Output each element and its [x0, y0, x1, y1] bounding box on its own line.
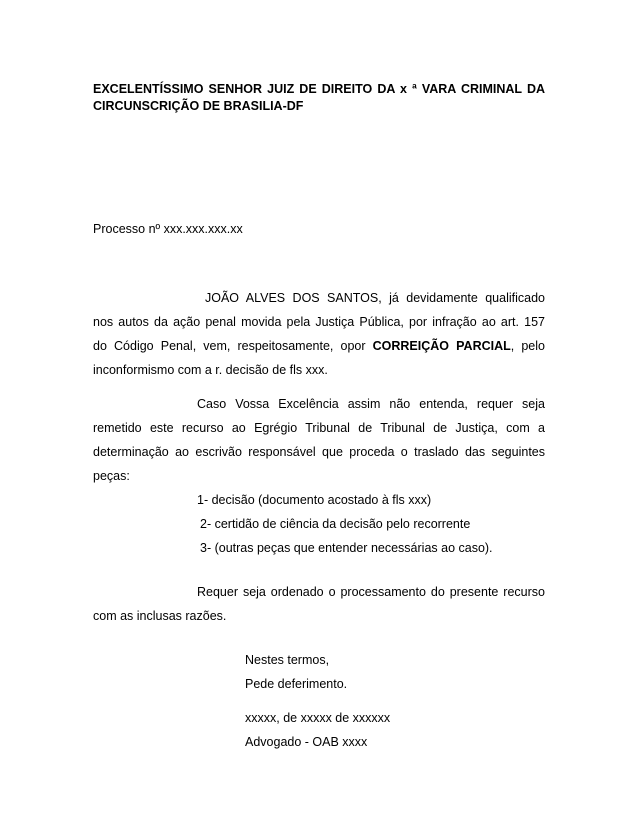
p2-line-4: peças:: [93, 469, 130, 483]
p1-line-3-pre: do Código Penal, vem, respeitosamente, opor: [93, 339, 373, 353]
list-item: 3- (outras peças que entender necessárias ao caso).: [200, 541, 493, 555]
closing-line-2: Pede deferimento.: [245, 677, 348, 691]
process-number: Processo nº xxx.xxx.xxx.xx: [93, 222, 243, 236]
p1-line-4: inconformismo com a r. decisão de fls xxx.: [93, 363, 328, 377]
p3-line-1: Requer seja ordenado o processamento do presente recurso: [197, 585, 545, 599]
p3-line-2: com as inclusas razões.: [93, 609, 227, 623]
p1-line-3: [93, 339, 545, 353]
p1-bold-title: CORREIÇÃO PARCIAL: [372, 339, 511, 353]
list-item: 1- decisão (documento acostado à fls xxx): [197, 493, 432, 507]
p1-line-1: JOÃO ALVES DOS SANTOS, já devidamente qualificado: [205, 291, 545, 305]
list-item: 2- certidão de ciência da decisão pelo recorrente: [200, 517, 471, 531]
p1-line-3-post: , pelo: [510, 339, 545, 353]
header-line-2: CIRCUNSCRIÇÃO DE BRASILIA-DF: [93, 99, 304, 113]
closing-line-1: Nestes termos,: [245, 653, 330, 667]
p1-line-2: nos autos da ação penal movida pela Justiça Pública, por infração ao art. 157: [93, 315, 545, 329]
p2-line-1: Caso Vossa Excelência assim não entenda, requer seja: [197, 397, 545, 411]
p2-line-2: remetido este recurso ao Egrégio Tribunal de Tribunal de Justiça, com a: [93, 421, 545, 435]
signature-line: Advogado - OAB xxxx: [245, 735, 368, 749]
header-line-1: EXCELENTÍSSIMO SENHOR JUIZ DE DIREITO DA x ª VARA CRIMINAL DA: [93, 82, 545, 96]
p2-line-3: determinação ao escrivão responsável que proceda o traslado das seguintes: [93, 445, 545, 459]
date-line: xxxxx, de xxxxx de xxxxxx: [245, 711, 391, 725]
address-header: [93, 81, 545, 115]
